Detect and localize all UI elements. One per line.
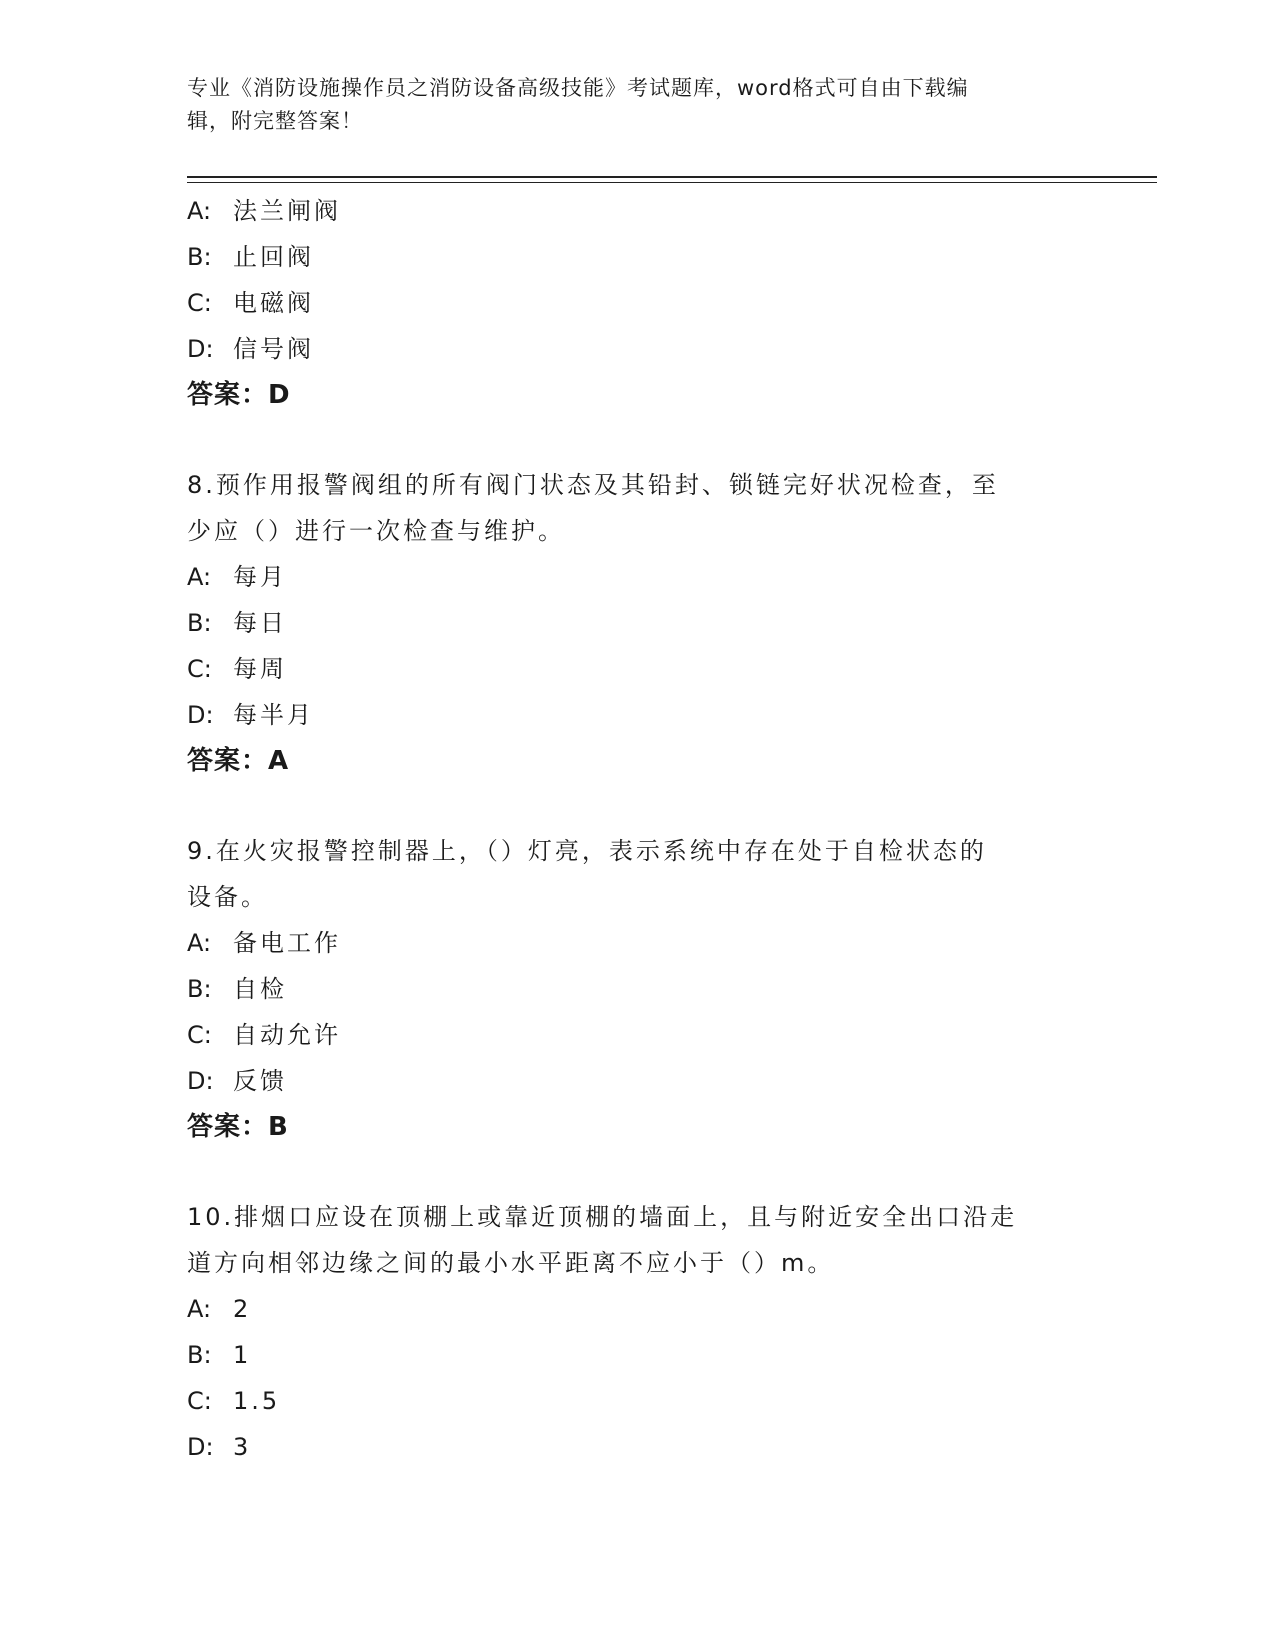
option-c xyxy=(187,646,1087,692)
question-8-block xyxy=(187,462,1087,784)
option-key: C: xyxy=(187,289,212,317)
option-text: 备电工作 xyxy=(233,929,341,957)
question-10-block xyxy=(187,1194,1087,1470)
question-text-line: 8.预作用报警阀组的所有阀门状态及其铅封、锁链完好状况检查，至 xyxy=(187,471,999,499)
question-text-line: 少应（）进行一次检查与维护。 xyxy=(187,517,565,545)
option-key: C: xyxy=(187,655,212,683)
option-text: 1 xyxy=(233,1341,252,1369)
option-text: 反馈 xyxy=(233,1067,287,1095)
option-text: 自检 xyxy=(233,975,287,1003)
option-key: A: xyxy=(187,197,212,225)
option-a xyxy=(187,554,1087,600)
option-key: A: xyxy=(187,563,212,591)
option-b xyxy=(187,1332,1087,1378)
option-d xyxy=(187,1058,1087,1104)
option-key: B: xyxy=(187,1341,212,1369)
option-a xyxy=(187,1286,1087,1332)
header-line-2: 辑，附完整答案！ xyxy=(187,109,363,133)
option-text: 电磁阀 xyxy=(233,289,314,317)
question-text-line: 设备。 xyxy=(187,883,268,911)
option-d xyxy=(187,326,1087,372)
option-c xyxy=(187,1012,1087,1058)
option-b xyxy=(187,600,1087,646)
option-text: 每日 xyxy=(233,609,287,637)
answer-label: 答案：A xyxy=(187,746,290,776)
option-text: 止回阀 xyxy=(233,243,314,271)
option-key: D: xyxy=(187,1067,214,1095)
header-rule-thick xyxy=(187,176,1157,178)
option-text: 每周 xyxy=(233,655,287,683)
option-text: 每半月 xyxy=(233,701,314,729)
option-c xyxy=(187,280,1087,326)
option-text: 3 xyxy=(233,1433,252,1461)
question-9-block xyxy=(187,828,1087,1150)
option-b xyxy=(187,966,1087,1012)
answer-label: 答案：D xyxy=(187,380,291,410)
option-text: 每月 xyxy=(233,563,287,591)
option-key: A: xyxy=(187,1295,212,1323)
option-key: B: xyxy=(187,609,212,637)
option-key: C: xyxy=(187,1021,212,1049)
option-c xyxy=(187,1378,1087,1424)
option-key: B: xyxy=(187,243,212,271)
option-key: D: xyxy=(187,701,214,729)
option-d xyxy=(187,1424,1087,1470)
option-key: D: xyxy=(187,335,214,363)
option-a xyxy=(187,188,1087,234)
option-key: B: xyxy=(187,975,212,1003)
question-text-line: 9.在火灾报警控制器上，（）灯亮，表示系统中存在处于自检状态的 xyxy=(187,837,987,865)
answer-label: 答案：B xyxy=(187,1112,289,1142)
option-text: 法兰闸阀 xyxy=(233,197,341,225)
question-7-block xyxy=(187,188,1087,418)
option-key: A: xyxy=(187,929,212,957)
option-a xyxy=(187,920,1087,966)
header-rule-thin xyxy=(187,182,1157,183)
question-text-line: 道方向相邻边缘之间的最小水平距离不应小于（）m。 xyxy=(187,1249,835,1277)
option-b xyxy=(187,234,1087,280)
option-key: C: xyxy=(187,1387,212,1415)
option-text: 2 xyxy=(233,1295,252,1323)
option-text: 1.5 xyxy=(233,1387,281,1415)
document-header xyxy=(187,72,1087,138)
header-line-1: 专业《消防设施操作员之消防设备高级技能》考试题库，word格式可自由下载编 xyxy=(187,76,969,100)
question-text-line: 10.排烟口应设在顶棚上或靠近顶棚的墙面上，且与附近安全出口沿走 xyxy=(187,1203,1018,1231)
option-key: D: xyxy=(187,1433,214,1461)
option-d xyxy=(187,692,1087,738)
option-text: 自动允许 xyxy=(233,1021,341,1049)
option-text: 信号阀 xyxy=(233,335,314,363)
question-list xyxy=(187,188,1087,1470)
